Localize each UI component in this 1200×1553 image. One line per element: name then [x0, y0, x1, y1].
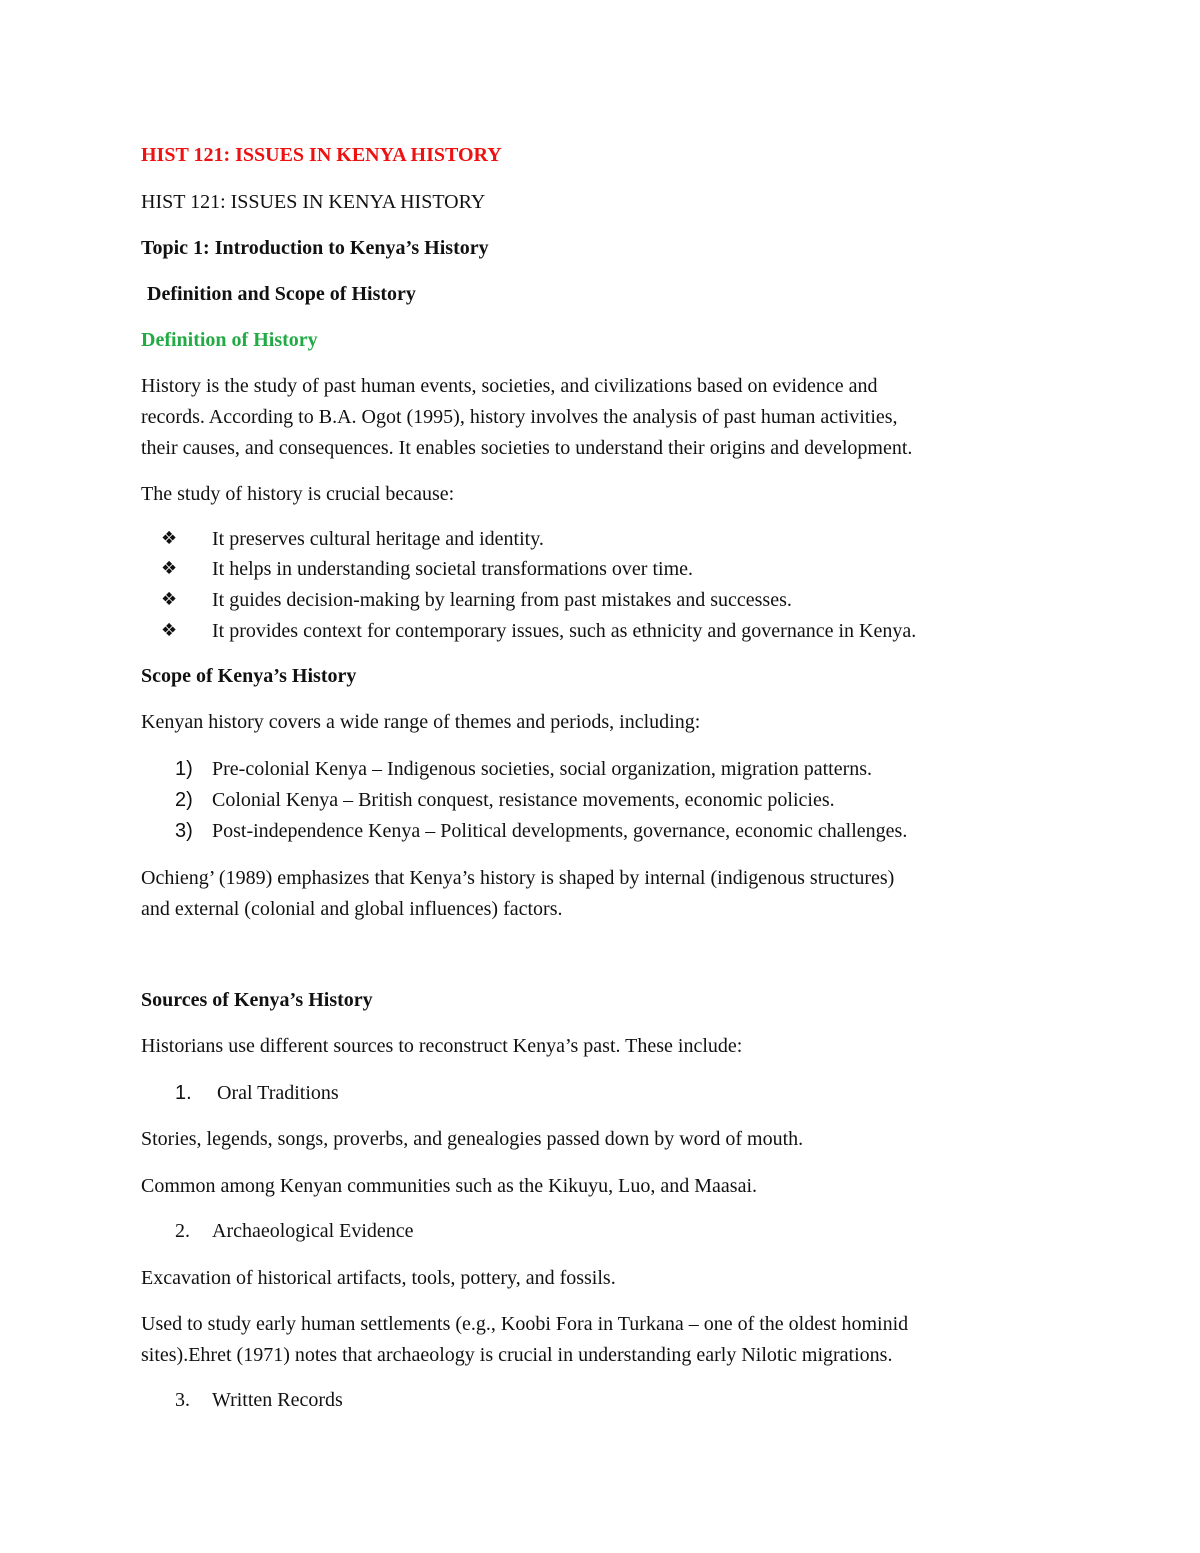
sources-intro: Historians use different sources to reconstruct Kenya’s past. These include: [141, 1035, 743, 1057]
archaeology-line: sites).Ehret (1971) notes that archaeology is crucial in understanding early Nilotic migrations. [141, 1344, 893, 1366]
document-title-red: HIST 121: ISSUES IN KENYA HISTORY [141, 144, 502, 166]
list-number: 3. [175, 1389, 190, 1411]
list-item: It guides decision-making by learning from past mistakes and successes. [212, 589, 792, 611]
topic-heading: Topic 1: Introduction to Kenya’s History [141, 237, 489, 259]
list-item: It provides context for contemporary issues, such as ethnicity and governance in Kenya. [212, 620, 917, 642]
source-written-records: Written Records [212, 1389, 343, 1411]
diamond-bullet-icon: ❖ [161, 528, 178, 549]
diamond-bullet-icon: ❖ [161, 558, 178, 579]
diamond-bullet-icon: ❖ [161, 620, 178, 641]
archaeology-line: Used to study early human settlements (e.g., Koobi Fora in Turkana – one of the oldest hominid [141, 1313, 909, 1335]
list-number: 1. [175, 1082, 192, 1104]
scope-heading: Scope of Kenya’s History [141, 665, 357, 687]
sources-heading: Sources of Kenya’s History [141, 989, 373, 1011]
definition-paragraph-line: History is the study of past human events, societies, and civilizations based on evidence and [141, 375, 878, 397]
list-number: 1) [175, 758, 193, 780]
list-item: Post-independence Kenya – Political developments, governance, economic challenges. [212, 820, 908, 842]
document-title: HIST 121: ISSUES IN KENYA HISTORY [141, 191, 486, 213]
definition-paragraph-line: their causes, and consequences. It enables societies to understand their origins and development. [141, 437, 913, 459]
source-oral-traditions: Oral Traditions [217, 1082, 339, 1104]
definition-paragraph-line: records. According to B.A. Ogot (1995), history involves the analysis of past human activities, [141, 406, 898, 428]
list-item: Colonial Kenya – British conquest, resistance movements, economic policies. [212, 789, 835, 811]
diamond-bullet-icon: ❖ [161, 589, 178, 610]
definition-heading: Definition of History [141, 329, 318, 351]
scope-intro: Kenyan history covers a wide range of themes and periods, including: [141, 711, 701, 733]
list-number: 2. [175, 1220, 190, 1242]
list-number: 3) [175, 820, 193, 842]
ochieng-paragraph-line: Ochieng’ (1989) emphasizes that Kenya’s history is shaped by internal (indigenous structures) [141, 867, 895, 889]
list-item: Pre-colonial Kenya – Indigenous societies, social organization, migration patterns. [212, 758, 873, 780]
definition-scope-heading: Definition and Scope of History [147, 283, 416, 305]
source-archaeological-evidence: Archaeological Evidence [212, 1220, 414, 1242]
oral-traditions-line: Common among Kenyan communities such as the Kikuyu, Luo, and Maasai. [141, 1175, 758, 1197]
ochieng-paragraph-line: and external (colonial and global influences) factors. [141, 898, 563, 920]
archaeology-line: Excavation of historical artifacts, tools, pottery, and fossils. [141, 1267, 616, 1289]
list-item: It helps in understanding societal transformations over time. [212, 558, 693, 580]
list-item: It preserves cultural heritage and identity. [212, 528, 544, 550]
list-number: 2) [175, 789, 193, 811]
oral-traditions-line: Stories, legends, songs, proverbs, and genealogies passed down by word of mouth. [141, 1128, 804, 1150]
crucial-intro: The study of history is crucial because: [141, 483, 455, 505]
